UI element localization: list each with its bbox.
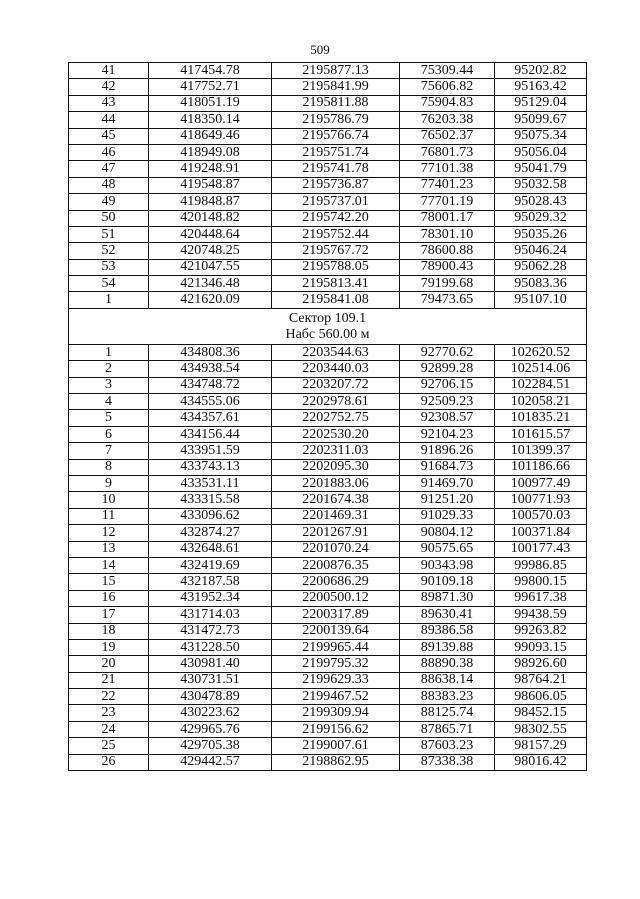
table-cell: 77101.38 [400, 161, 495, 177]
table-cell: 417454.78 [149, 63, 272, 79]
table-row [69, 128, 587, 144]
table-cell: 54 [69, 276, 149, 292]
table-cell: 23 [69, 705, 149, 721]
coordinates-table [68, 62, 587, 771]
table-cell: 7 [69, 443, 149, 459]
table-cell: 99986.85 [495, 557, 587, 573]
table-row [69, 689, 587, 705]
table-row [69, 623, 587, 639]
table-cell: 2202530.20 [272, 426, 400, 442]
table-cell: 433951.59 [149, 443, 272, 459]
table-cell: 431228.50 [149, 639, 272, 655]
table-row [69, 492, 587, 508]
table-row [69, 443, 587, 459]
table-cell: 88383.23 [400, 689, 495, 705]
table-cell: 95075.34 [495, 128, 587, 144]
table-cell: 2199007.61 [272, 738, 400, 754]
table-cell: 91029.33 [400, 508, 495, 524]
table-cell: 95202.82 [495, 63, 587, 79]
table-cell: 87865.71 [400, 721, 495, 737]
table-cell: 41 [69, 63, 149, 79]
table-cell: 434156.44 [149, 426, 272, 442]
table-cell: 418350.14 [149, 112, 272, 128]
table-cell: 2195767.72 [272, 243, 400, 259]
table-cell: 2195737.01 [272, 194, 400, 210]
table-cell: 2195766.74 [272, 128, 400, 144]
table-cell: 87603.23 [400, 738, 495, 754]
table-cell: 98452.15 [495, 705, 587, 721]
table-cell: 89386.58 [400, 623, 495, 639]
table-cell: 89630.41 [400, 607, 495, 623]
table-cell: 100977.49 [495, 475, 587, 491]
table-cell: 17 [69, 607, 149, 623]
table-row [69, 394, 587, 410]
table-cell: 42 [69, 79, 149, 95]
table-cell: 101615.57 [495, 426, 587, 442]
table-cell: 91251.20 [400, 492, 495, 508]
table-cell: 420148.82 [149, 210, 272, 226]
table-cell: 2195811.88 [272, 95, 400, 111]
table-cell: 88638.14 [400, 672, 495, 688]
table-cell: 421620.09 [149, 292, 272, 308]
table-cell: 102620.52 [495, 344, 587, 360]
table-cell: 88125.74 [400, 705, 495, 721]
table-row [69, 557, 587, 573]
table-cell: 46 [69, 144, 149, 160]
table-cell: 2201883.06 [272, 475, 400, 491]
table-cell: 2200139.64 [272, 623, 400, 639]
table-cell: 2200317.89 [272, 607, 400, 623]
table-cell: 99617.38 [495, 590, 587, 606]
table-cell: 430731.51 [149, 672, 272, 688]
sector-header-group [69, 308, 587, 344]
table-cell: 98926.60 [495, 656, 587, 672]
table-cell: 420448.64 [149, 226, 272, 242]
table-cell: 5 [69, 410, 149, 426]
table-cell: 76502.37 [400, 128, 495, 144]
table-cell: 2200500.12 [272, 590, 400, 606]
table-row [69, 459, 587, 475]
table-cell: 92899.28 [400, 361, 495, 377]
table-cell: 92509.23 [400, 394, 495, 410]
table-cell: 431472.73 [149, 623, 272, 639]
table-cell: 430981.40 [149, 656, 272, 672]
table-cell: 2202095.30 [272, 459, 400, 475]
table-cell: 431952.34 [149, 590, 272, 606]
table-cell: 2203544.63 [272, 344, 400, 360]
table-cell: 95029.32 [495, 210, 587, 226]
table-cell: 420748.25 [149, 243, 272, 259]
table-cell: 95032.58 [495, 177, 587, 193]
table-cell: 89139.88 [400, 639, 495, 655]
table-cell: 16 [69, 590, 149, 606]
table-cell: 433096.62 [149, 508, 272, 524]
table-cell: 419848.87 [149, 194, 272, 210]
table-cell: 87338.38 [400, 754, 495, 770]
sector-header-cell [69, 308, 587, 344]
table-row [69, 525, 587, 541]
table-cell: 43 [69, 95, 149, 111]
table-row [69, 377, 587, 393]
table-cell: 100371.84 [495, 525, 587, 541]
table-cell: 99438.59 [495, 607, 587, 623]
table-row [69, 292, 587, 308]
table-cell: 91469.70 [400, 475, 495, 491]
table-cell: 92308.57 [400, 410, 495, 426]
table-row [69, 243, 587, 259]
table-cell: 100177.43 [495, 541, 587, 557]
table-row [69, 607, 587, 623]
table-cell: 90109.18 [400, 574, 495, 590]
table-row [69, 541, 587, 557]
table-cell: 50 [69, 210, 149, 226]
table-cell: 434808.36 [149, 344, 272, 360]
table-row [69, 672, 587, 688]
table-cell: 433315.58 [149, 492, 272, 508]
table-cell: 51 [69, 226, 149, 242]
table-cell: 95062.28 [495, 259, 587, 275]
table-cell: 2200686.29 [272, 574, 400, 590]
table-cell: 95163.42 [495, 79, 587, 95]
table-cell: 102514.06 [495, 361, 587, 377]
table-cell: 95056.04 [495, 144, 587, 160]
table-cell: 95046.24 [495, 243, 587, 259]
table-cell: 90804.12 [400, 525, 495, 541]
table-cell: 88890.38 [400, 656, 495, 672]
table-cell: 89871.30 [400, 590, 495, 606]
table-cell: 101399.37 [495, 443, 587, 459]
table-cell: 92770.62 [400, 344, 495, 360]
table-cell: 429965.76 [149, 721, 272, 737]
table-row [69, 475, 587, 491]
table-cell: 75606.82 [400, 79, 495, 95]
table-cell: 95083.36 [495, 276, 587, 292]
table-cell: 24 [69, 721, 149, 737]
table-cell: 79199.68 [400, 276, 495, 292]
table-row [69, 361, 587, 377]
table-cell: 418051.19 [149, 95, 272, 111]
table-cell: 45 [69, 128, 149, 144]
table-cell: 2199467.52 [272, 689, 400, 705]
table-cell: 432187.58 [149, 574, 272, 590]
table-cell: 2195752.44 [272, 226, 400, 242]
table-cell: 18 [69, 623, 149, 639]
table-cell: 2201674.38 [272, 492, 400, 508]
table-cell: 78900.43 [400, 259, 495, 275]
table-cell: 2200876.35 [272, 557, 400, 573]
table-cell: 432419.69 [149, 557, 272, 573]
table-cell: 99093.15 [495, 639, 587, 655]
table-cell: 99263.82 [495, 623, 587, 639]
table-cell: 421346.48 [149, 276, 272, 292]
table-row [69, 210, 587, 226]
table-cell: 47 [69, 161, 149, 177]
table-cell: 78600.88 [400, 243, 495, 259]
table-cell: 92104.23 [400, 426, 495, 442]
table-cell: 77701.19 [400, 194, 495, 210]
table-row [69, 639, 587, 655]
table-cell: 2195786.79 [272, 112, 400, 128]
table-cell: 12 [69, 525, 149, 541]
table-cell: 44 [69, 112, 149, 128]
table-cell: 430478.89 [149, 689, 272, 705]
table-row [69, 226, 587, 242]
table-cell: 421047.55 [149, 259, 272, 275]
table-cell: 2195741.78 [272, 161, 400, 177]
table-row [69, 161, 587, 177]
table-cell: 2195736.87 [272, 177, 400, 193]
table-cell: 418949.08 [149, 144, 272, 160]
table-cell: 98606.05 [495, 689, 587, 705]
table-cell: 434357.61 [149, 410, 272, 426]
table-cell: 431714.03 [149, 607, 272, 623]
table-cell: 102058.21 [495, 394, 587, 410]
table-cell: 429442.57 [149, 754, 272, 770]
table-cell: 22 [69, 689, 149, 705]
table-cell: 2202752.75 [272, 410, 400, 426]
table-cell: 21 [69, 672, 149, 688]
table-cell: 2199309.94 [272, 705, 400, 721]
table-cell: 52 [69, 243, 149, 259]
table-cell: 102284.51 [495, 377, 587, 393]
table-cell: 19 [69, 639, 149, 655]
table-cell: 91896.26 [400, 443, 495, 459]
table-row [69, 738, 587, 754]
table-cell: 11 [69, 508, 149, 524]
table-cell: 14 [69, 557, 149, 573]
table-cell: 98016.42 [495, 754, 587, 770]
table-cell: 432874.27 [149, 525, 272, 541]
table-row [69, 194, 587, 210]
table-cell: 3 [69, 377, 149, 393]
table-cell: 2201267.91 [272, 525, 400, 541]
table-cell: 417752.71 [149, 79, 272, 95]
table-row [69, 590, 587, 606]
table-cell: 79473.65 [400, 292, 495, 308]
table-cell: 8 [69, 459, 149, 475]
table-cell: 78301.10 [400, 226, 495, 242]
table-cell: 53 [69, 259, 149, 275]
table-cell: 2203440.03 [272, 361, 400, 377]
table-row [69, 426, 587, 442]
table-cell: 76203.38 [400, 112, 495, 128]
table-cell: 418649.46 [149, 128, 272, 144]
table-body-top [69, 63, 587, 309]
table-cell: 2199965.44 [272, 639, 400, 655]
table-cell: 434748.72 [149, 377, 272, 393]
table-cell: 76801.73 [400, 144, 495, 160]
table-cell: 2198862.95 [272, 754, 400, 770]
table-cell: 434938.54 [149, 361, 272, 377]
table-cell: 2202311.03 [272, 443, 400, 459]
table-cell: 2199156.62 [272, 721, 400, 737]
table-cell: 1 [69, 292, 149, 308]
table-cell: 429705.38 [149, 738, 272, 754]
table-row [69, 177, 587, 193]
table-cell: 95107.10 [495, 292, 587, 308]
table-cell: 2 [69, 361, 149, 377]
table-cell: 2203207.72 [272, 377, 400, 393]
table-cell: 13 [69, 541, 149, 557]
table-cell: 4 [69, 394, 149, 410]
table-cell: 2201469.31 [272, 508, 400, 524]
table-row [69, 112, 587, 128]
table-cell: 101835.21 [495, 410, 587, 426]
page-number: 509 [310, 42, 330, 57]
table-row [69, 721, 587, 737]
table-cell: 75904.83 [400, 95, 495, 111]
table-cell: 90575.65 [400, 541, 495, 557]
table-cell: 433743.13 [149, 459, 272, 475]
table-cell: 95129.04 [495, 95, 587, 111]
table-cell: 419548.87 [149, 177, 272, 193]
table-cell: 433531.11 [149, 475, 272, 491]
table-cell: 95041.79 [495, 161, 587, 177]
table-cell: 100570.03 [495, 508, 587, 524]
table-cell: 2195751.74 [272, 144, 400, 160]
table-row [69, 344, 587, 360]
table-row [69, 63, 587, 79]
table-cell: 2195841.99 [272, 79, 400, 95]
table-cell: 98302.55 [495, 721, 587, 737]
table-cell: 49 [69, 194, 149, 210]
table-cell: 95099.67 [495, 112, 587, 128]
table-cell: 90343.98 [400, 557, 495, 573]
table-cell: 6 [69, 426, 149, 442]
table-cell: 2195877.13 [272, 63, 400, 79]
table-cell: 95035.26 [495, 226, 587, 242]
table-row [69, 95, 587, 111]
table-cell: 98157.29 [495, 738, 587, 754]
table-cell: 434555.06 [149, 394, 272, 410]
table-cell: 2195813.41 [272, 276, 400, 292]
table-cell: 419248.91 [149, 161, 272, 177]
table-cell: 2195742.20 [272, 210, 400, 226]
table-cell: 432648.61 [149, 541, 272, 557]
table-cell: 98764.21 [495, 672, 587, 688]
table-cell: 10 [69, 492, 149, 508]
table-row [69, 508, 587, 524]
table-cell: 2202978.61 [272, 394, 400, 410]
sector-name: Сектор 109.1 [288, 310, 367, 326]
table-cell: 2195841.08 [272, 292, 400, 308]
table-cell: 99800.15 [495, 574, 587, 590]
table-cell: 430223.62 [149, 705, 272, 721]
table-cell: 2199795.32 [272, 656, 400, 672]
table-cell: 100771.93 [495, 492, 587, 508]
table-cell: 95028.43 [495, 194, 587, 210]
table-row [69, 79, 587, 95]
table-row [69, 705, 587, 721]
table-cell: 75309.44 [400, 63, 495, 79]
table-cell: 26 [69, 754, 149, 770]
table-row [69, 144, 587, 160]
table-cell: 78001.17 [400, 210, 495, 226]
table-cell: 2195788.05 [272, 259, 400, 275]
table-cell: 2201070.24 [272, 541, 400, 557]
table-cell: 20 [69, 656, 149, 672]
table-cell: 25 [69, 738, 149, 754]
table-cell: 101186.66 [495, 459, 587, 475]
table-row [69, 410, 587, 426]
table-row [69, 574, 587, 590]
table-row [69, 259, 587, 275]
table-cell: 2199629.33 [272, 672, 400, 688]
table-cell: 9 [69, 475, 149, 491]
sector-header-row [69, 308, 587, 344]
table-row [69, 754, 587, 770]
table-row [69, 656, 587, 672]
table-body-bottom [69, 344, 587, 770]
table-cell: 91684.73 [400, 459, 495, 475]
table-cell: 48 [69, 177, 149, 193]
table-cell: 92706.15 [400, 377, 495, 393]
table-cell: 1 [69, 344, 149, 360]
sector-height: Набс 560.00 м [285, 326, 370, 342]
table-cell: 15 [69, 574, 149, 590]
table-row [69, 276, 587, 292]
table-cell: 77401.23 [400, 177, 495, 193]
